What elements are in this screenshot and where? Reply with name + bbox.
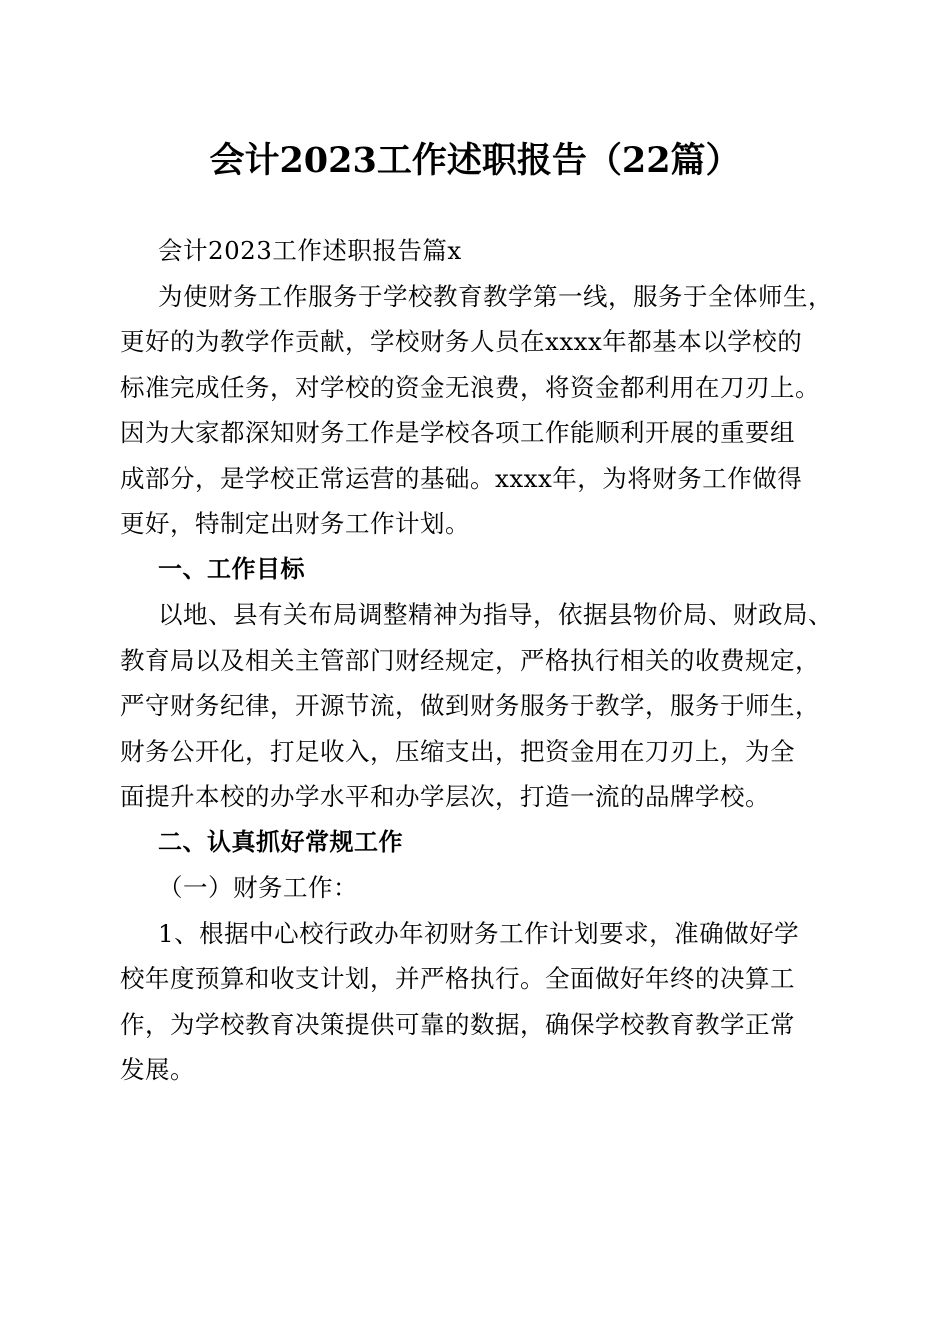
paragraph-line: 校年度预算和收支计划，并严格执行。全面做好年终的决算工 [120, 964, 795, 993]
paragraph-line: 因为大家都深知财务工作是学校各项工作能顺利开展的重要组 [120, 418, 795, 447]
paragraph-line: 更好的为教学作贡献，学校财务人员在xxxx年都基本以学校的 [120, 327, 803, 356]
paragraph-line: 以地、县有关布局调整精神为指导，依据县物价局、财政局、 [158, 600, 833, 629]
paragraph-line: 严守财务纪律，开源节流，做到财务服务于教学，服务于师生， [120, 691, 820, 720]
paragraph-line: 作，为学校教育决策提供可靠的数据，确保学校教育教学正常 [120, 1009, 795, 1039]
paragraph-line: 更好，特制定出财务工作计划。 [120, 509, 470, 538]
document-body [120, 228, 840, 1093]
subsection-heading-finance: （一）财务工作： [158, 873, 358, 902]
paragraph-line: 教育局以及相关主管部门财经规定，严格执行相关的收费规定， [120, 645, 820, 675]
paragraph-line: 为使财务工作服务于学校教育教学第一线，服务于全体师生， [158, 281, 833, 311]
paragraph-line: 成部分，是学校正常运营的基础。xxxx年，为将财务工作做得 [120, 463, 803, 493]
section-heading-goals: 一、工作目标 [158, 554, 305, 583]
paragraph-line: 标准完成任务，对学校的资金无浪费，将资金都利用在刀刃上。 [120, 372, 820, 402]
section-heading-routine: 二、认真抓好常规工作 [158, 827, 403, 856]
paragraph-line: 1、根据中心校行政办年初财务工作计划要求，准确做好学 [158, 918, 800, 948]
paragraph-line: 面提升本校的办学水平和办学层次，打造一流的品牌学校。 [120, 782, 770, 811]
paragraph-line: 财务公开化，打足收入，压缩支出，把资金用在刀刃上，为全 [120, 736, 795, 766]
paragraph-line: 发展。 [120, 1055, 195, 1084]
subtitle-line: 会计2023工作述职报告篇x [158, 236, 462, 265]
document-title: 会计2023工作述职报告（22篇） [209, 140, 741, 181]
